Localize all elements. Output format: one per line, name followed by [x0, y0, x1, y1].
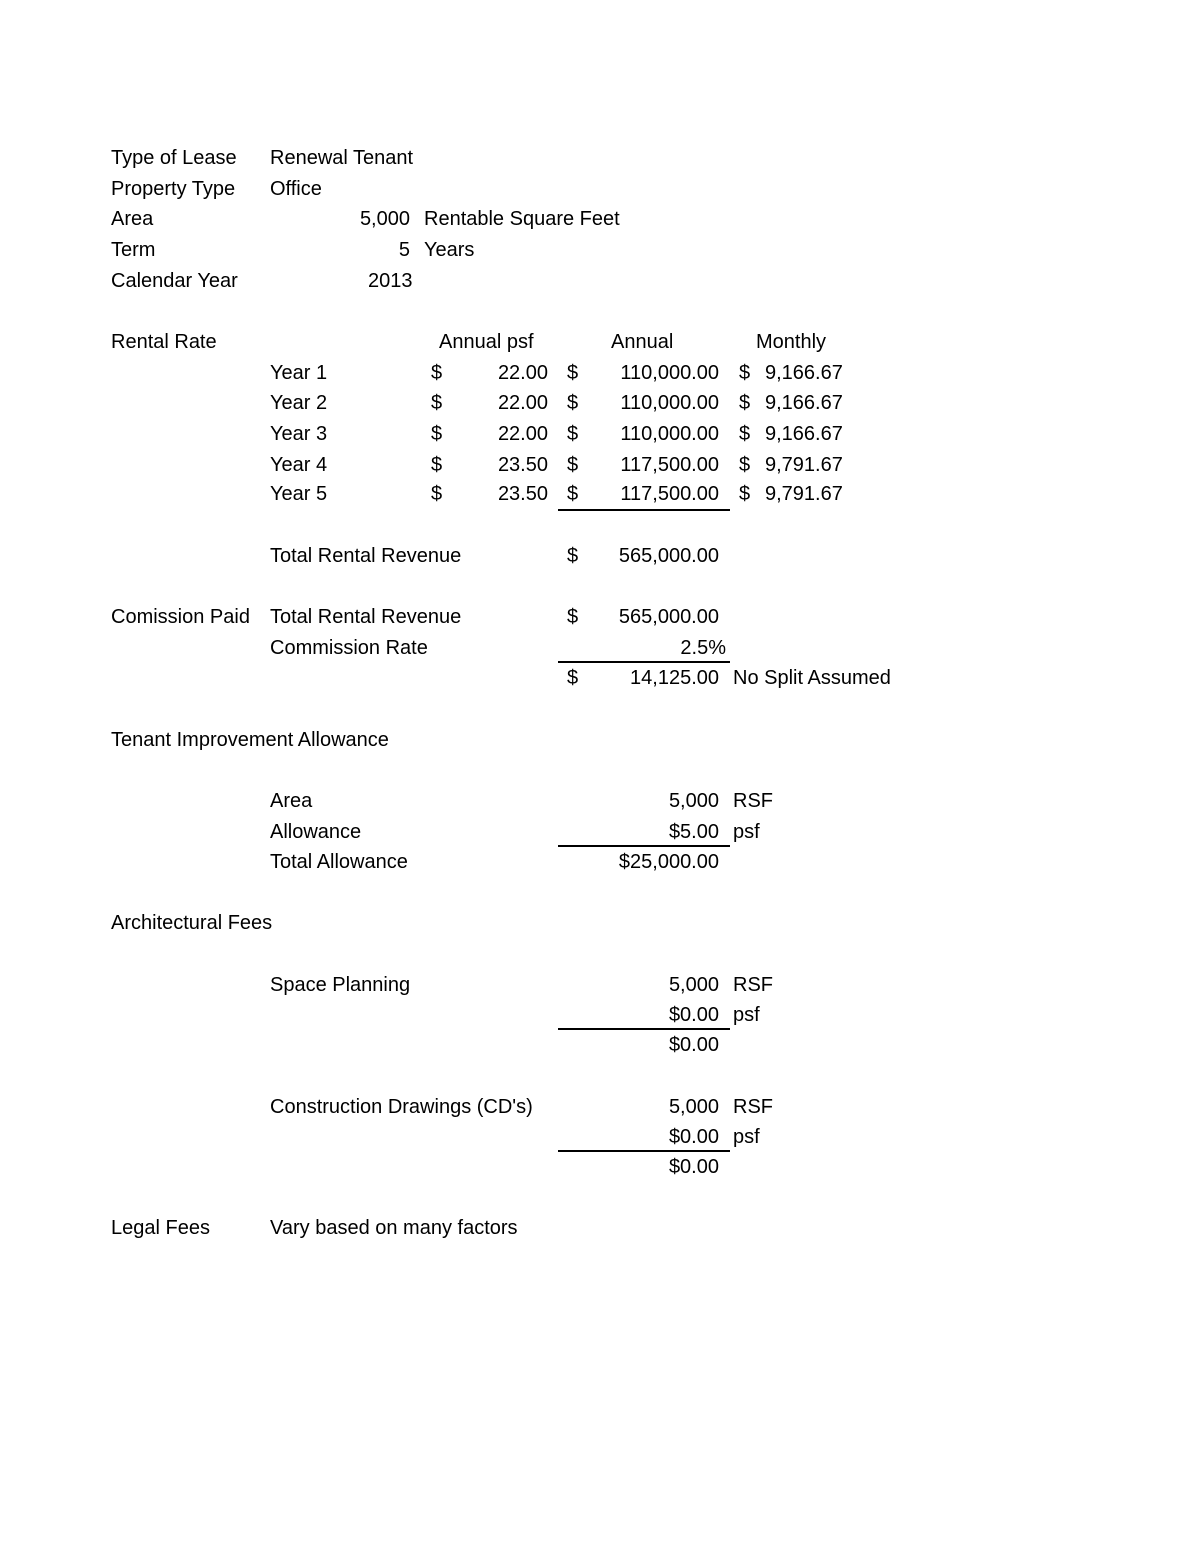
construction-drawings-label: Construction Drawings (CD's) — [270, 1096, 533, 1118]
currency-symbol: $ — [567, 606, 579, 628]
calendar-year-label: Calendar Year — [111, 270, 238, 292]
construction-drawings-rate-value: $0.00 — [668, 1126, 719, 1148]
currency-symbol: $ — [739, 483, 751, 505]
space-planning-label: Space Planning — [270, 974, 411, 996]
term-unit: Years — [424, 239, 475, 261]
space-planning-total-value: $0.00 — [668, 1034, 719, 1056]
currency-symbol: $ — [567, 362, 579, 384]
construction-drawings-underline — [558, 1150, 730, 1152]
monthly-value: 9,166.67 — [765, 362, 843, 384]
construction-drawings-total-value: $0.00 — [668, 1156, 719, 1178]
calendar-year-value: 2013 — [368, 270, 413, 292]
property-type-label: Property Type — [111, 178, 236, 200]
monthly-value: 9,166.67 — [765, 392, 843, 414]
currency-symbol: $ — [567, 454, 579, 476]
currency-symbol: $ — [431, 392, 443, 414]
space-planning-underline — [558, 1028, 730, 1030]
total-rental-revenue-label: Total Rental Revenue — [270, 545, 462, 567]
term-value: 5 — [398, 239, 410, 261]
tenant-improvement-label: Tenant Improvement Allowance — [111, 729, 389, 751]
year-label: Year 4 — [270, 454, 328, 476]
area-label: Area — [111, 208, 154, 230]
commission-paid-label: Comission Paid — [111, 606, 250, 628]
currency-symbol: $ — [567, 483, 579, 505]
annual-psf-value: 22.00 — [497, 362, 548, 384]
space-planning-rate-unit: psf — [733, 1004, 760, 1026]
total-rental-revenue-value: 565,000.00 — [618, 545, 719, 567]
commission-rate-value: 2.5% — [680, 637, 726, 659]
col-annual-psf-header: Annual psf — [439, 331, 534, 353]
annual-value: 117,500.00 — [620, 454, 719, 476]
area-unit: Rentable Square Feet — [424, 208, 620, 230]
property-type-value: Office — [270, 178, 322, 200]
annual-value: 110,000.00 — [620, 423, 719, 445]
ti-total-label: Total Allowance — [270, 851, 408, 873]
currency-symbol: $ — [739, 362, 751, 384]
annual-value: 110,000.00 — [620, 362, 719, 384]
currency-symbol: $ — [431, 423, 443, 445]
architectural-fees-label: Architectural Fees — [111, 912, 273, 934]
commission-underline — [558, 661, 730, 663]
year-label: Year 3 — [270, 423, 328, 445]
monthly-value: 9,791.67 — [765, 483, 843, 505]
construction-drawings-area-value: 5,000 — [668, 1096, 719, 1118]
annual-sum-underline — [558, 509, 730, 511]
annual-psf-value: 23.50 — [497, 454, 548, 476]
currency-symbol: $ — [567, 667, 579, 689]
legal-fees-value: Vary based on many factors — [270, 1217, 518, 1239]
currency-symbol: $ — [567, 545, 579, 567]
ti-total-value: $25,000.00 — [618, 851, 719, 873]
commission-revenue-value: 565,000.00 — [618, 606, 719, 628]
commission-result-value: 14,125.00 — [630, 667, 719, 689]
currency-symbol: $ — [567, 423, 579, 445]
rental-rate-label: Rental Rate — [111, 331, 217, 353]
annual-value: 110,000.00 — [620, 392, 719, 414]
currency-symbol: $ — [431, 362, 443, 384]
year-label: Year 2 — [270, 392, 328, 414]
ti-underline — [558, 845, 730, 847]
monthly-value: 9,791.67 — [765, 454, 843, 476]
col-monthly-header: Monthly — [756, 331, 827, 353]
space-planning-area-value: 5,000 — [668, 974, 719, 996]
construction-drawings-area-unit: RSF — [733, 1096, 773, 1118]
year-label: Year 1 — [270, 362, 328, 384]
area-value: 5,000 — [359, 208, 410, 230]
col-annual-header: Annual — [611, 331, 674, 353]
annual-psf-value: 22.00 — [497, 423, 548, 445]
currency-symbol: $ — [567, 392, 579, 414]
currency-symbol: $ — [739, 392, 751, 414]
ti-allowance-value: $5.00 — [668, 821, 719, 843]
legal-fees-label: Legal Fees — [111, 1217, 210, 1239]
currency-symbol: $ — [431, 483, 443, 505]
currency-symbol: $ — [739, 454, 751, 476]
ti-area-label: Area — [270, 790, 313, 812]
type-of-lease-value: Renewal Tenant — [270, 147, 414, 169]
ti-area-value: 5,000 — [668, 790, 719, 812]
ti-area-unit: RSF — [733, 790, 773, 812]
term-label: Term — [111, 239, 156, 261]
currency-symbol: $ — [431, 454, 443, 476]
commission-rate-label: Commission Rate — [270, 637, 428, 659]
annual-value: 117,500.00 — [620, 483, 719, 505]
commission-revenue-label: Total Rental Revenue — [270, 606, 462, 628]
annual-psf-value: 23.50 — [497, 483, 548, 505]
ti-allowance-label: Allowance — [270, 821, 362, 843]
annual-psf-value: 22.00 — [497, 392, 548, 414]
monthly-value: 9,166.67 — [765, 423, 843, 445]
space-planning-rate-value: $0.00 — [668, 1004, 719, 1026]
type-of-lease-label: Type of Lease — [111, 147, 237, 169]
space-planning-area-unit: RSF — [733, 974, 773, 996]
year-label: Year 5 — [270, 483, 328, 505]
construction-drawings-rate-unit: psf — [733, 1126, 760, 1148]
commission-note: No Split Assumed — [733, 667, 891, 689]
currency-symbol: $ — [739, 423, 751, 445]
ti-allowance-unit: psf — [733, 821, 760, 843]
